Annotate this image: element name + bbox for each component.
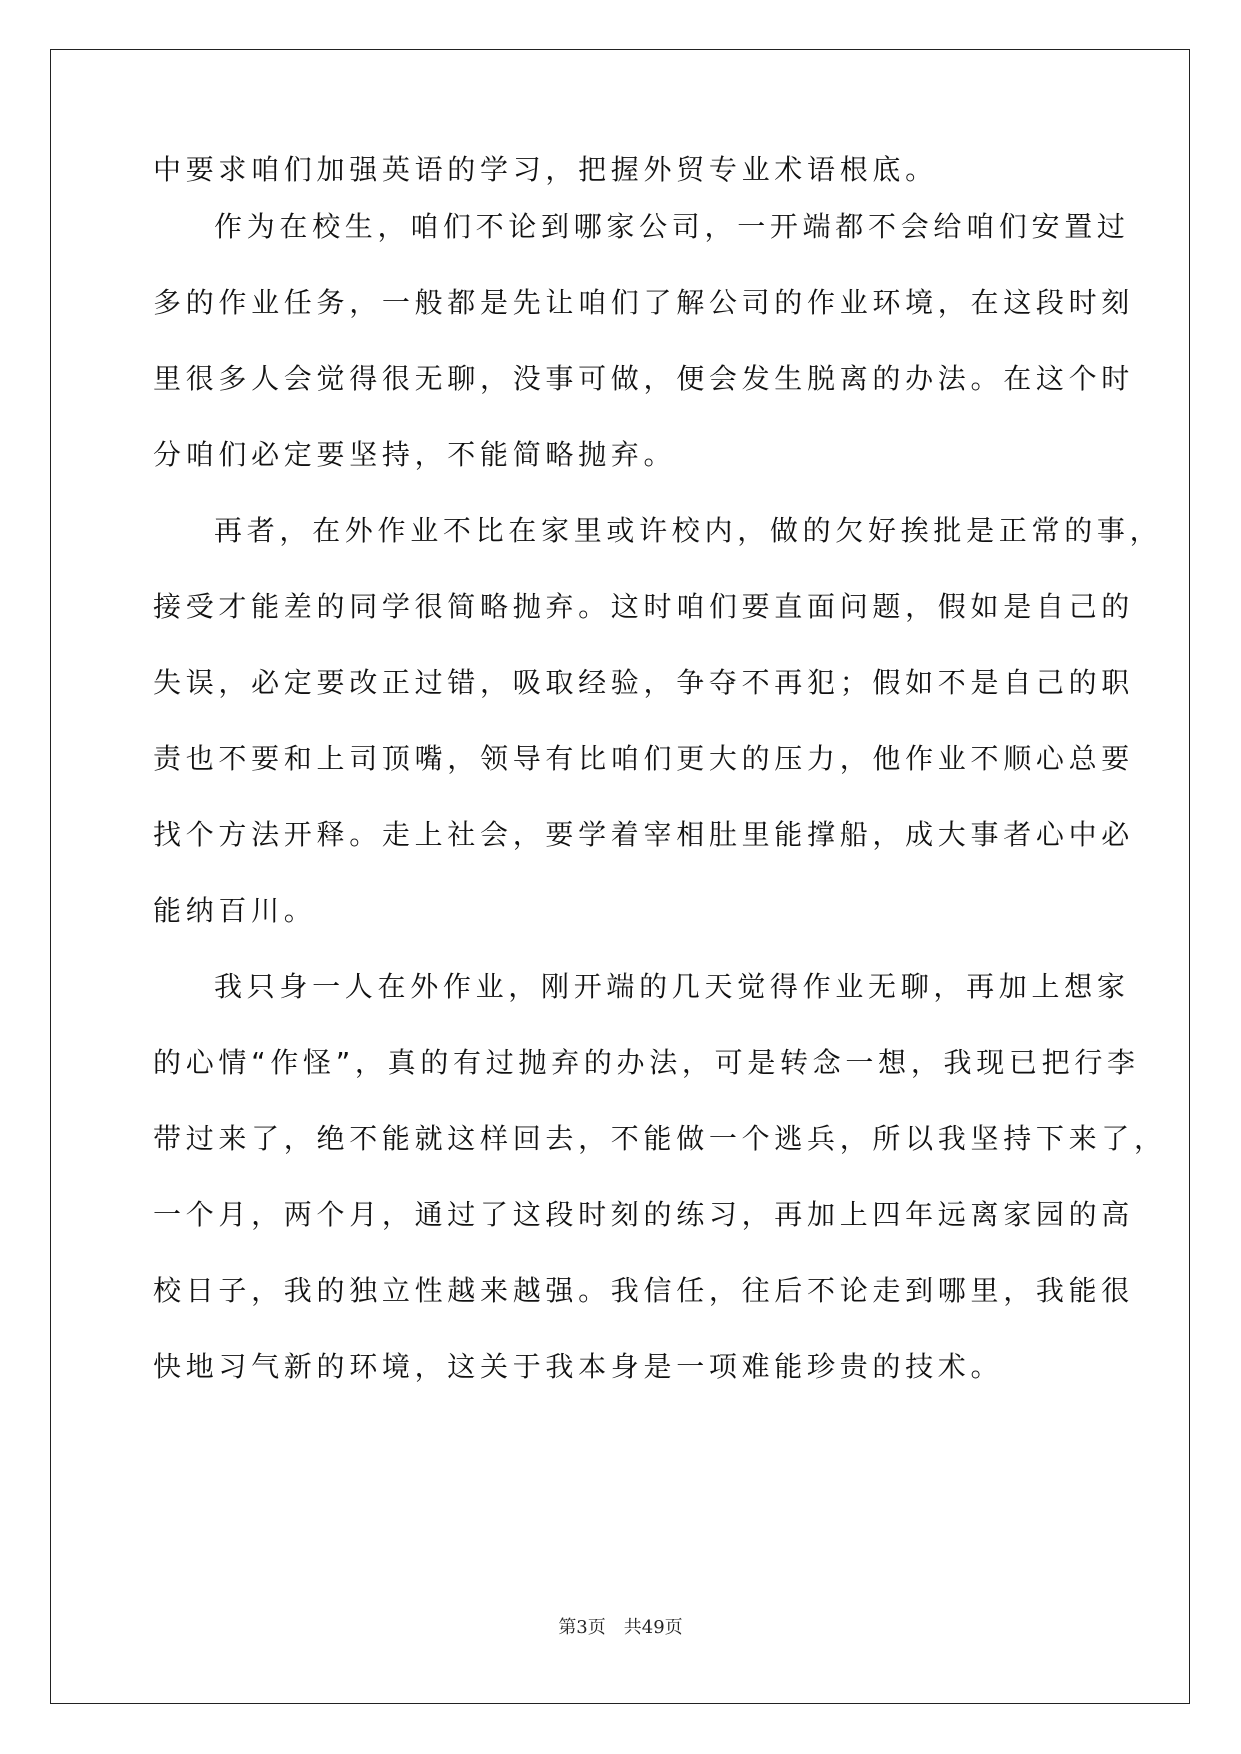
text-line: 接受才能差的同学很简略抛弃。这时咱们要直面问题，假如是自己的 <box>153 590 1135 623</box>
text-line: 里很多人会觉得很无聊，没事可做，便会发生脱离的办法。在这个时 <box>153 362 1135 395</box>
page-number: 第3页 <box>558 1617 606 1638</box>
paragraph-start-line: 作为在校生，咱们不论到哪家公司，一开端都不会给咱们安置过 <box>214 210 1130 243</box>
total-pages: 共49页 <box>623 1617 683 1638</box>
text-line: 失误，必定要改正过错，吸取经验，争夺不再犯；假如不是自己的职 <box>153 666 1135 699</box>
paragraph-start-line: 再者，在外作业不比在家里或许校内，做的欠好挨批是正常的事， <box>214 514 1163 547</box>
text-line: 分咱们必定要坚持，不能简略抛弃。 <box>153 438 677 471</box>
text-line: 能纳百川。 <box>153 894 317 927</box>
text-line: 责也不要和上司顶嘴，领导有比咱们更大的压力，他作业不顺心总要 <box>153 742 1135 775</box>
page-footer <box>0 1613 1241 1639</box>
text-line: 带过来了，绝不能就这样回去，不能做一个逃兵，所以我坚持下来了， <box>153 1122 1167 1155</box>
paragraph-start-line: 我只身一人在外作业，刚开端的几天觉得作业无聊，再加上想家 <box>214 970 1130 1003</box>
text-line: 找个方法开释。走上社会，要学着宰相肚里能撑船，成大事者心中必 <box>153 818 1135 851</box>
text-line: 多的作业任务，一般都是先让咱们了解公司的作业环境，在这段时刻 <box>153 286 1135 319</box>
text-line: 一个月，两个月，通过了这段时刻的练习，再加上四年远离家园的高 <box>153 1198 1135 1231</box>
text-line: 快地习气新的环境，这关于我本身是一项难能珍贵的技术。 <box>153 1350 1004 1383</box>
text-line: 校日子，我的独立性越来越强。我信任，往后不论走到哪里，我能很 <box>153 1274 1135 1307</box>
text-line: 的心情“作怪”，真的有过抛弃的办法，可是转念一想，我现已把行李 <box>153 1046 1140 1079</box>
text-line: 中要求咱们加强英语的学习，把握外贸专业术语根底。 <box>153 153 938 186</box>
